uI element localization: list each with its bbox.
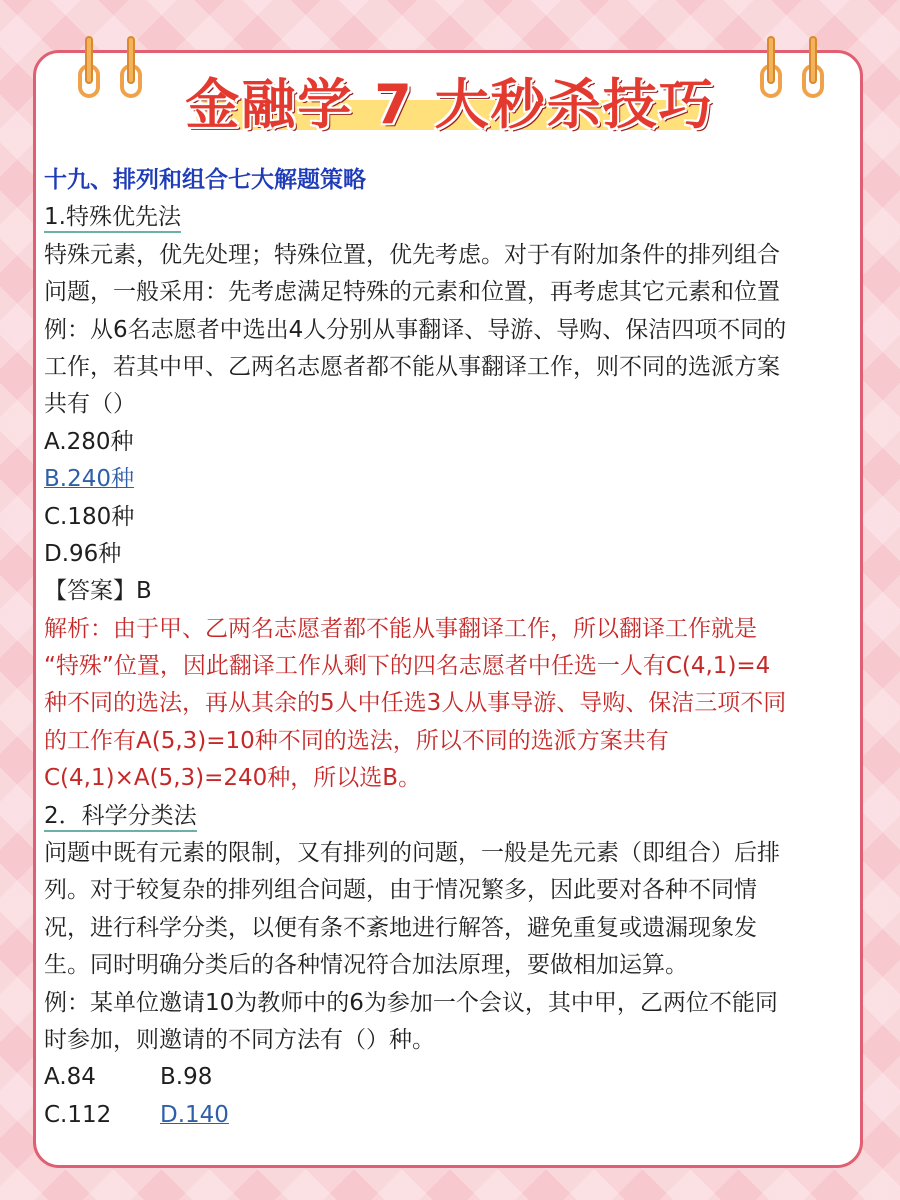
document-body — [44, 162, 856, 1134]
paragraph-line: 生。同时明确分类后的各种情况符合加法原理，要做相加运算。 — [44, 952, 688, 979]
option-d-correct[interactable]: D.140 — [160, 1101, 229, 1128]
options-row-2 — [44, 1097, 856, 1134]
binder-ring-icon — [78, 36, 100, 98]
binder-ring-icon — [760, 36, 782, 98]
method-2-heading: 2．科学分类法 — [44, 798, 856, 835]
paragraph-line: 问题，一般采用：先考虑满足特殊的元素和位置，再考虑其它元素和位置 — [44, 279, 780, 306]
method-1-heading: 1.特殊优先法 — [44, 199, 856, 236]
paragraph-line: 问题中既有元素的限制，又有排列的问题，一般是先元素（即组合）后排 — [44, 840, 780, 867]
page-title: 金融学 7 大秒杀技巧 — [185, 73, 715, 136]
section-title: 十九、排列和组合七大解题策略 — [44, 167, 366, 193]
example-line: 例：某单位邀请10为教师中的6为参加一个会议，其中甲，乙两位不能同 — [44, 989, 778, 1016]
answer-line: 【答案】B — [44, 578, 152, 605]
analysis-line: C(4,1)×A(5,3)=240种，所以选B。 — [44, 765, 422, 792]
example-line: 工作，若其中甲、乙两名志愿者都不能从事翻译工作，则不同的选派方案 — [44, 353, 780, 380]
option-a: A.280种 — [44, 428, 134, 455]
paragraph-line: 况，进行科学分类，以便有条不紊地进行解答，避免重复或遗漏现象发 — [44, 914, 757, 941]
example-line: 时参加，则邀请的不同方法有（）种。 — [44, 1026, 435, 1053]
analysis-line: 解析：由于甲、乙两名志愿者都不能从事翻译工作，所以翻译工作就是 — [44, 615, 757, 642]
option-b-correct[interactable]: B.240种 — [44, 466, 134, 493]
binder-ring-icon — [802, 36, 824, 98]
binder-ring-icon — [120, 36, 142, 98]
option-c: C.112 — [44, 1101, 112, 1128]
analysis-line: 的工作有A(5,3)=10种不同的选法，所以不同的选派方案共有 — [44, 727, 669, 754]
analysis-line: “特殊”位置，因此翻译工作从剩下的四名志愿者中任选一人有C(4,1)=4 — [44, 653, 771, 680]
option-a: A.84 — [44, 1064, 96, 1091]
paragraph-line: 列。对于较复杂的排列组合问题，由于情况繁多，因此要对各种不同情 — [44, 877, 757, 904]
paragraph-line: 特殊元素，优先处理；特殊位置，优先考虑。对于有附加条件的排列组合 — [44, 241, 780, 268]
option-b: B.98 — [160, 1064, 213, 1091]
analysis-line: 种不同的选法，再从其余的5人中任选3人从事导游、导购、保洁三项不同 — [44, 690, 787, 717]
example-line: 例：从6名志愿者中选出4人分别从事翻译、导游、导购、保洁四项不同的 — [44, 316, 787, 343]
option-d: D.96种 — [44, 540, 122, 567]
option-c: C.180种 — [44, 503, 135, 530]
example-line: 共有（） — [44, 391, 136, 418]
options-row-1 — [44, 1059, 856, 1096]
